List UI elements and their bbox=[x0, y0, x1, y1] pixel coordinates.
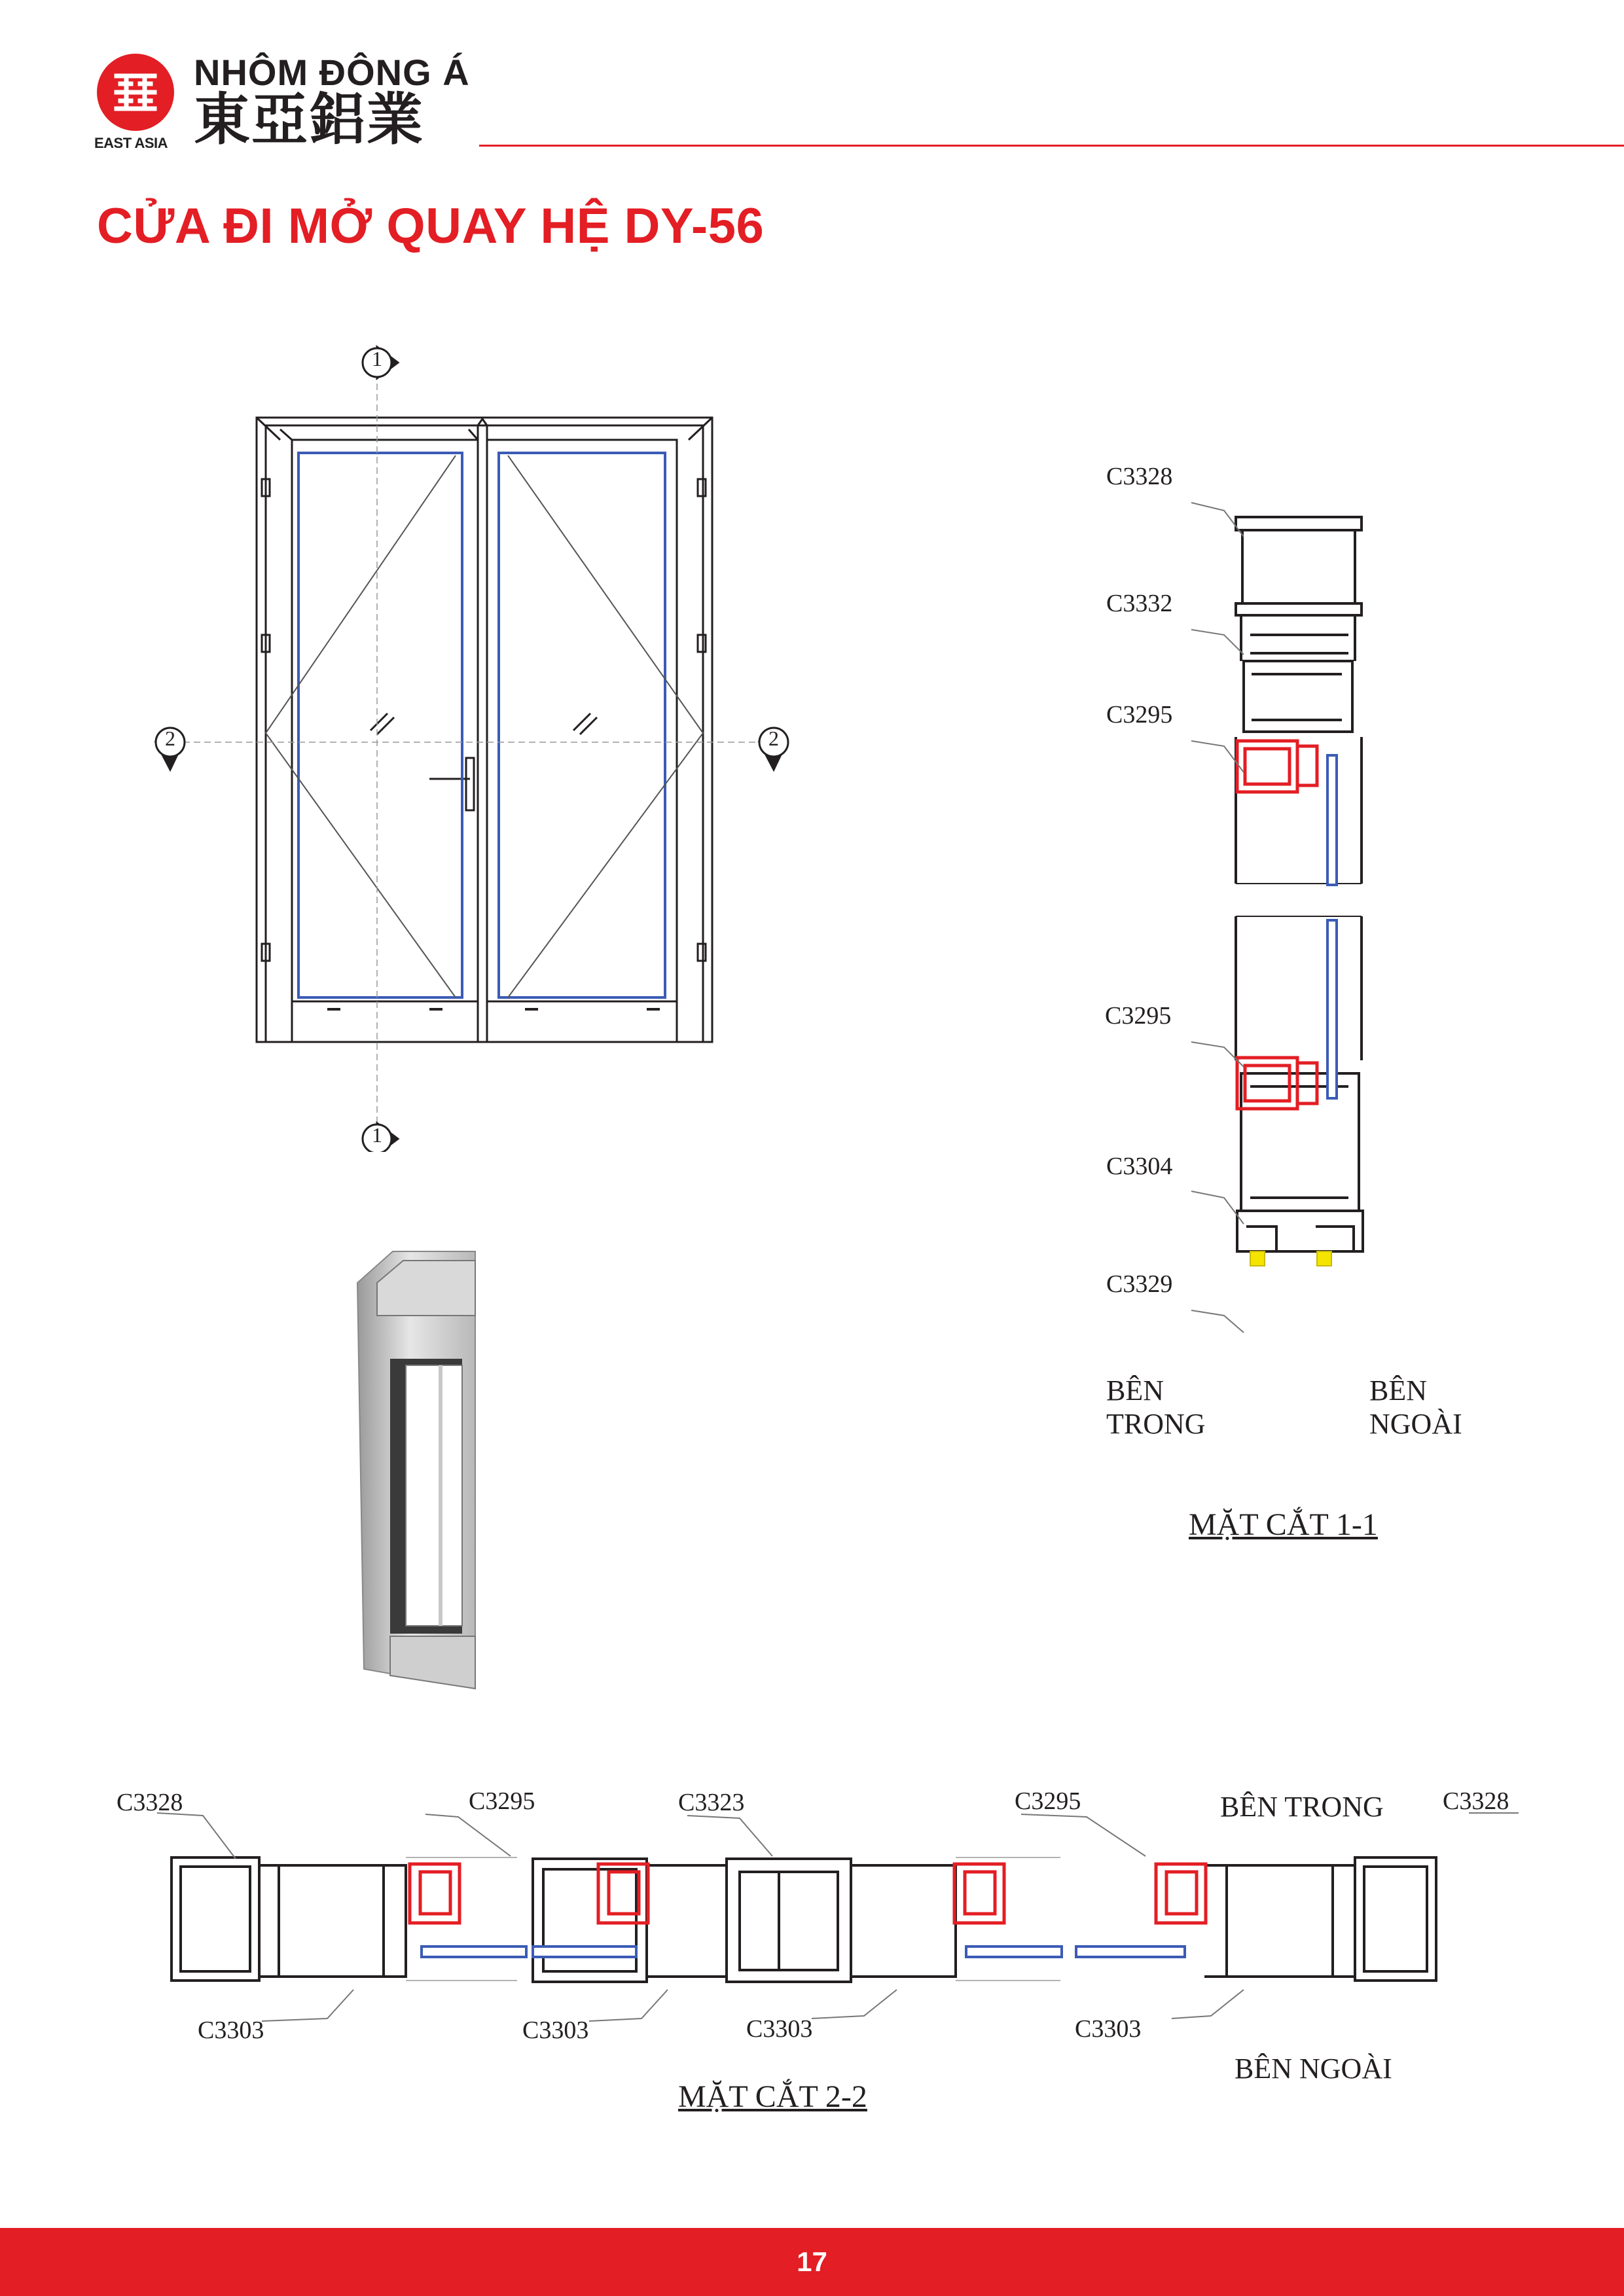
label-c3328-right-s22: C3328 bbox=[1443, 1787, 1509, 1815]
label-c3328-s11: C3328 bbox=[1106, 463, 1173, 490]
label-c3295-lower-s11: C3295 bbox=[1105, 1002, 1172, 1030]
label-c3304-s11: C3304 bbox=[1106, 1153, 1173, 1180]
side-inside-line-1: BÊN bbox=[1106, 1374, 1164, 1407]
label-c3295-right-s22: C3295 bbox=[1015, 1787, 1081, 1815]
label-c3328-left-s22: C3328 bbox=[117, 1789, 183, 1816]
logo-caption: EAST ASIA bbox=[94, 135, 168, 151]
page-title: CỬA ĐI MỞ QUAY HỆ DY-56 bbox=[97, 198, 765, 254]
label-c3303-3-s22: C3303 bbox=[746, 2015, 813, 2043]
profile-3d-render bbox=[351, 1244, 482, 1702]
section-marker-top: 1 bbox=[372, 347, 382, 370]
label-c3329-s11: C3329 bbox=[1106, 1270, 1173, 1298]
brand-name-cjk: 東亞鋁業 bbox=[194, 87, 424, 152]
side-inside-s22: BÊN TRONG bbox=[1220, 1791, 1384, 1823]
label-c3303-1-s22: C3303 bbox=[198, 2017, 264, 2044]
label-c3332-s11: C3332 bbox=[1106, 590, 1173, 617]
side-inside-s11 bbox=[1106, 1374, 1206, 1441]
section-marker-bottom: 1 bbox=[372, 1123, 382, 1147]
door-elevation bbox=[144, 327, 864, 1152]
caption-section-1-1: MẶT CẮT 1-1 bbox=[1189, 1507, 1378, 1542]
section-marker-left: 2 bbox=[165, 726, 175, 750]
side-outside-s22: BÊN NGOÀI bbox=[1235, 2053, 1392, 2085]
side-inside-line-2: TRONG bbox=[1106, 1407, 1206, 1440]
section-2-2-leaders bbox=[144, 1793, 1519, 2042]
label-c3303-4-s22: C3303 bbox=[1075, 2015, 1142, 2043]
brand-name: NHÔM ĐÔNG Á bbox=[194, 52, 470, 93]
label-c3303-2-s22: C3303 bbox=[522, 2017, 589, 2044]
label-c3295-upper-s11: C3295 bbox=[1106, 701, 1173, 728]
side-outside-line-2: NGOÀI bbox=[1369, 1407, 1462, 1440]
caption-section-2-2: MẶT CẮT 2-2 bbox=[678, 2079, 867, 2114]
section-1-1-leaders bbox=[1178, 484, 1257, 1335]
label-c3323-s22: C3323 bbox=[678, 1789, 745, 1816]
header-rule bbox=[479, 145, 1624, 147]
page-number: 17 bbox=[797, 2246, 827, 2277]
section-marker-right: 2 bbox=[768, 726, 779, 750]
side-outside-s11 bbox=[1369, 1374, 1462, 1441]
label-c3295-left-s22: C3295 bbox=[469, 1787, 535, 1815]
logo-glyph bbox=[97, 54, 174, 131]
side-outside-line-1: BÊN bbox=[1369, 1374, 1427, 1407]
